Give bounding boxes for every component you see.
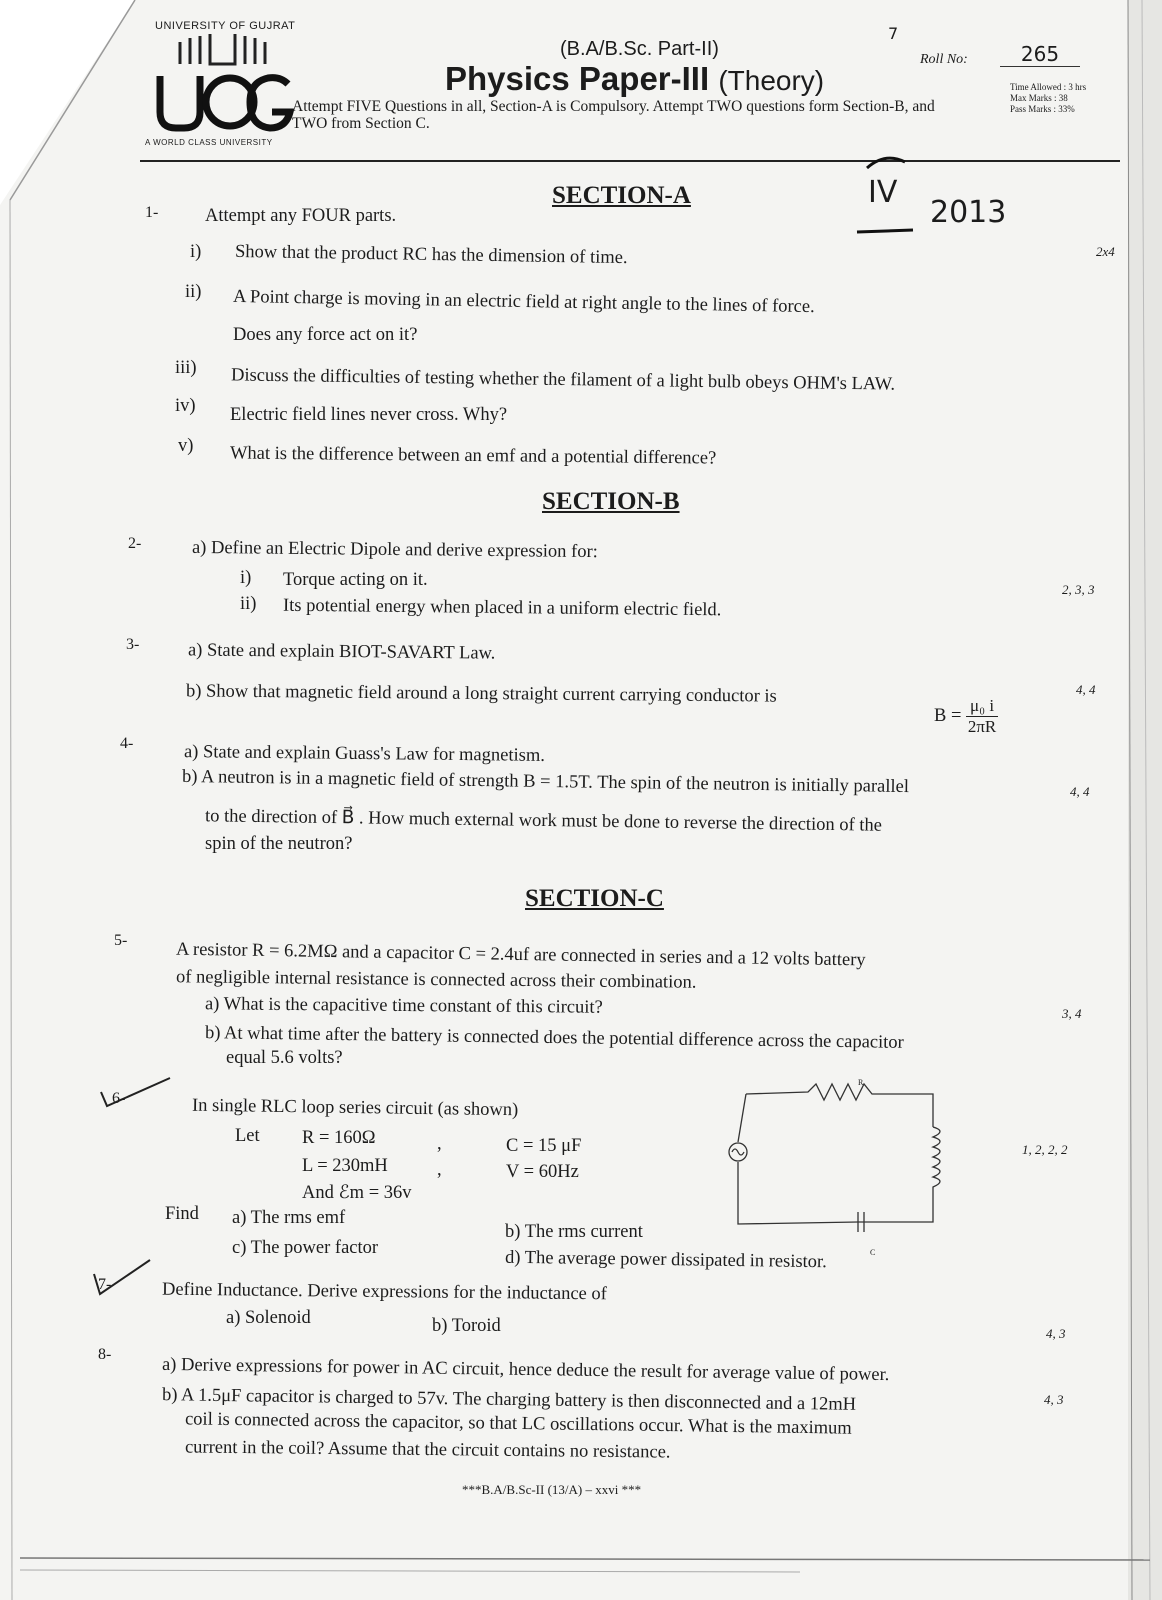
handwritten-year: 2013	[930, 195, 1007, 230]
section-c-title: SECTION-C	[525, 885, 664, 912]
q6-find-b: b) The rms current	[505, 1222, 643, 1242]
q1-part-4: Electric field lines never cross. Why?	[230, 405, 508, 425]
q8-marks: 4, 3	[1044, 1392, 1064, 1407]
roll-value: 265	[1000, 42, 1080, 67]
circuit-capacitor-label: C	[870, 1248, 876, 1257]
q6-intro: In single RLC loop series circuit (as shown)	[191, 1095, 519, 1121]
paper-title-suffix: (Theory)	[718, 65, 825, 96]
tagline: A WORLD CLASS UNIVERSITY	[145, 138, 273, 147]
instruction-line-2: TWO from Section C.	[292, 115, 430, 132]
roll-label: Roll No:	[920, 52, 968, 67]
q1-part-2-cont: Does any force act on it?	[233, 325, 418, 345]
university-name: UNIVERSITY OF GUJRAT	[155, 20, 296, 32]
q8-b-line-2: coil is connected across the capacitor, so that LC oscillations occur. What is the maximum	[184, 1409, 852, 1439]
q6-comma-2: ,	[437, 1160, 442, 1180]
q2-a: a) Define an Electric Dipole and derive expression for:	[191, 537, 598, 563]
footer-code: ***B.A/B.Sc-II (13/A) – xxvi ***	[462, 1482, 642, 1497]
paper-title	[445, 60, 824, 98]
q5-a: a) What is the capacitive time constant of this circuit?	[204, 994, 603, 1018]
q8-b-line-1: b) A 1.5μF capacitor is charged to 57v. The charging battery is then disconnected and a 12mH	[161, 1385, 857, 1415]
q2-ii-label: ii)	[240, 594, 257, 614]
q5-line-2: of negligible internal resistance is connected across their combination.	[175, 967, 697, 993]
q7-a: a) Solenoid	[226, 1308, 311, 1328]
q6-c: C = 15 μF	[506, 1136, 582, 1156]
q3-formula-den: 2πR	[967, 717, 997, 736]
section-b-title: SECTION-B	[542, 488, 680, 515]
q6-let: Let	[235, 1126, 260, 1146]
q1-part-2-label: ii)	[185, 282, 202, 302]
q4-b-line-3: spin of the neutron?	[205, 834, 353, 854]
q6-marks: 1, 2, 2, 2	[1022, 1142, 1068, 1157]
q2-marks: 2, 3, 3	[1062, 582, 1095, 597]
q2-ii: Its potential energy when placed in a uniform electric field.	[282, 595, 722, 621]
q3-a: a) State and explain BIOT-SAVART Law.	[187, 640, 496, 664]
q8-b-line-3: current in the coil? Assume that the circuit contains no resistance.	[184, 1437, 671, 1463]
q5-number: 5-	[114, 932, 128, 949]
q6-find-a: a) The rms emf	[232, 1208, 346, 1228]
time-allowed: Time Allowed : 3 hrs	[1010, 82, 1087, 92]
q4-b-line-2: to the direction of B⃗ . How much external work must be done to reverse the direction of the	[204, 806, 883, 836]
q5-b-line-2: equal 5.6 volts?	[226, 1048, 343, 1068]
handwritten-check-icon	[86, 1254, 156, 1299]
q6-comma-1: ,	[437, 1134, 442, 1154]
q3-marks: 4, 4	[1076, 682, 1096, 697]
q1-part-5: What is the difference between an emf and a potential difference?	[229, 443, 717, 469]
q6-v: V = 60Hz	[506, 1162, 579, 1182]
q6-em: And ℰm = 36v	[302, 1183, 412, 1203]
max-marks: Max Marks : 38	[1010, 93, 1068, 103]
q8-a: a) Derive expressions for power in AC circuit, hence deduce the result for average value of power.	[161, 1354, 890, 1386]
instruction-line-1: Attempt FIVE Questions in all, Section-A is Compulsory. Attempt TWO questions form Section-B, and	[292, 98, 935, 115]
uog-logo-icon	[150, 34, 295, 134]
exam-meta	[1010, 82, 1086, 115]
pass-marks: Pass Marks : 33%	[1010, 104, 1075, 114]
q3-number: 3-	[126, 636, 140, 653]
q7-marks: 4, 3	[1046, 1326, 1066, 1341]
q7-number: 7-	[98, 1276, 112, 1293]
rlc-circuit-diagram	[728, 1072, 968, 1252]
q1-marks: 2x4	[1096, 244, 1115, 259]
q2-i: Torque acting on it.	[283, 570, 428, 590]
q3-formula-num: μ₀ i	[966, 696, 998, 717]
handwritten-tick-icon	[95, 1072, 175, 1112]
q2-number: 2-	[128, 535, 142, 552]
q1-part-3: Discuss the difficulties of testing whether the filament of a light bulb obeys OHM's LAW.	[230, 365, 896, 395]
q1-part-2: A Point charge is moving in an electric field at right angle to the lines of force.	[232, 286, 815, 318]
q5-b-line-1: b) At what time after the battery is connected does the potential difference across the capacitor	[204, 1023, 904, 1053]
handwritten-roman: IV	[868, 175, 898, 210]
q3-formula	[934, 696, 998, 737]
q1-part-3-label: iii)	[175, 358, 197, 378]
q1-part-5-label: v)	[178, 436, 194, 456]
q6-number: 6-	[112, 1090, 126, 1107]
corner-mark: 7	[888, 24, 899, 43]
q1-text: Attempt any FOUR parts.	[205, 206, 397, 226]
q5-marks: 3, 4	[1062, 1006, 1082, 1021]
q1-number: 1-	[145, 204, 159, 221]
q3-b: b) Show that magnetic field around a long straight current carrying conductor is	[185, 681, 777, 707]
q6-find-c: c) The power factor	[232, 1238, 379, 1258]
q3-formula-fraction	[966, 696, 998, 737]
header-divider	[140, 160, 1120, 162]
q6-r: R = 160Ω	[302, 1128, 376, 1148]
paper-title-main: Physics Paper-III	[445, 60, 710, 97]
q6-l: L = 230mH	[302, 1156, 388, 1176]
q4-marks: 4, 4	[1070, 784, 1090, 799]
q6-find-d: d) The average power dissipated in resistor.	[504, 1247, 827, 1273]
q1-part-1: Show that the product RC has the dimension of time.	[234, 241, 628, 269]
instructions	[292, 98, 935, 132]
q5-line-1: A resistor R = 6.2MΩ and a capacitor C = 2.4uf are connected in series and a 12 volts battery	[175, 939, 866, 971]
q7-text: Define Inductance. Derive expressions for the inductance of	[161, 1279, 607, 1305]
circuit-resistor-label: R	[858, 1078, 864, 1087]
q2-i-label: i)	[240, 568, 252, 588]
q4-b-line-1: b) A neutron is in a magnetic field of strength B = 1.5T. The spin of the neutron is initially parallel	[181, 766, 910, 798]
q1-part-1-label: i)	[190, 242, 202, 262]
exam-class: (B.A/B.Sc. Part-II)	[560, 38, 719, 60]
q1-part-4-label: iv)	[175, 396, 196, 416]
q4-a: a) State and explain Guass's Law for magnetism.	[183, 742, 546, 766]
section-a-title: SECTION-A	[552, 182, 691, 209]
q4-number: 4-	[120, 735, 134, 752]
q3-formula-lhs: B =	[934, 705, 962, 726]
q7-b: b) Toroid	[432, 1316, 501, 1336]
q8-number: 8-	[98, 1346, 112, 1363]
q6-find: Find	[165, 1204, 199, 1224]
